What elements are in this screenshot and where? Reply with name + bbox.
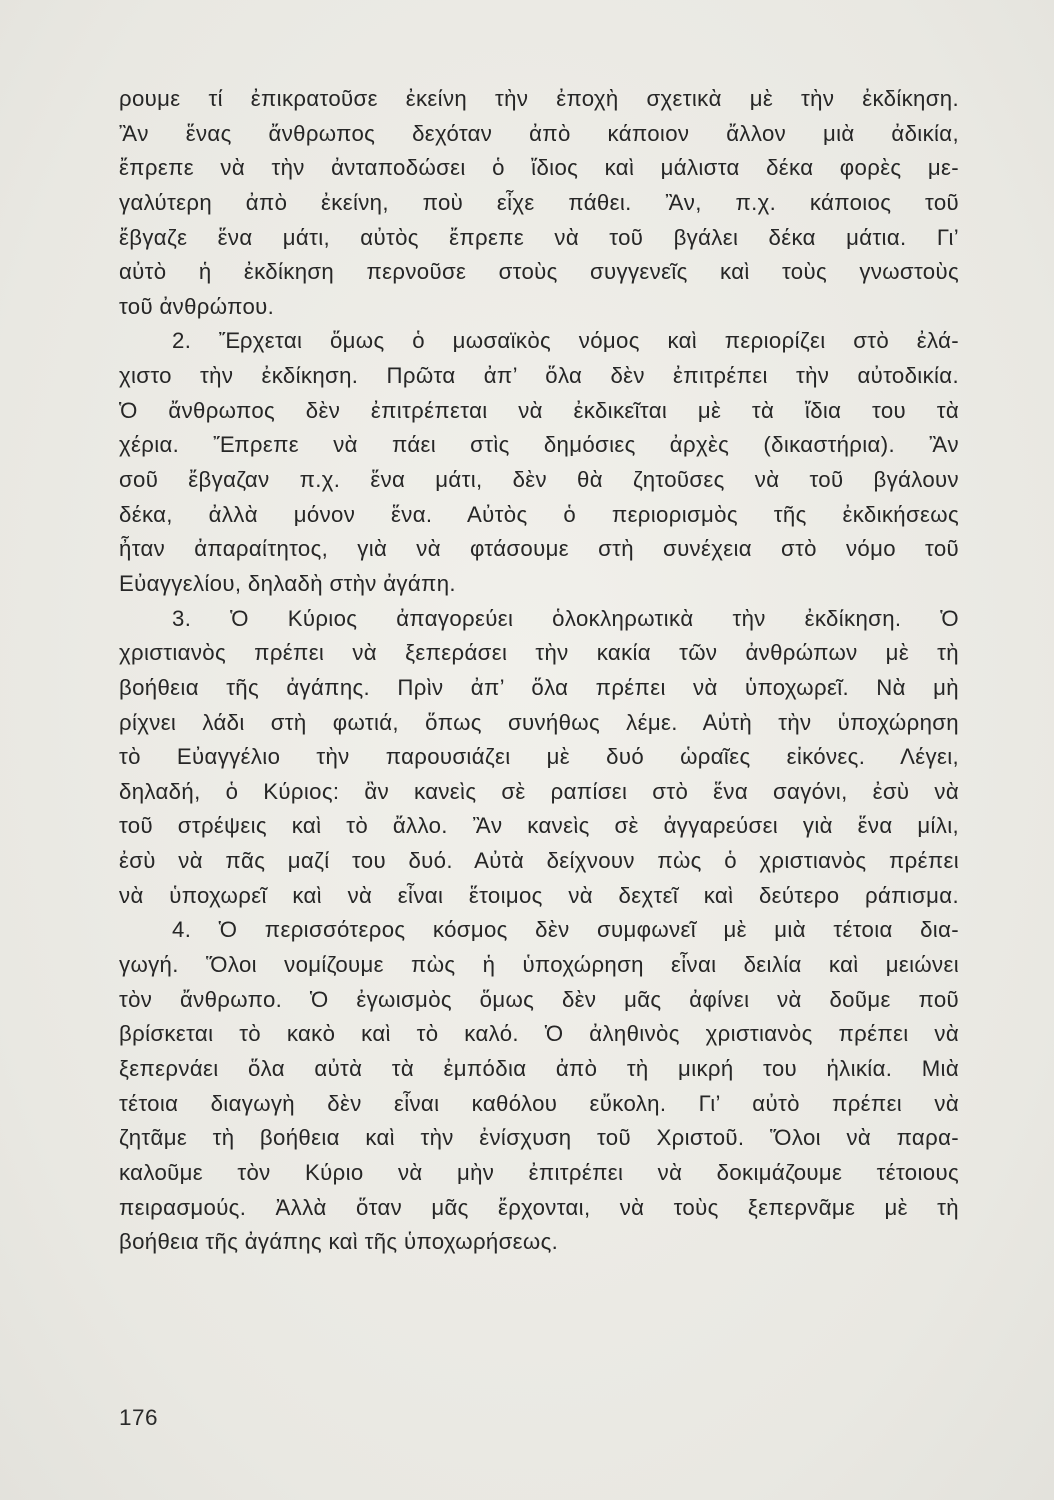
text-line: ἦταν ἀπαραίτητος, γιὰ νὰ φτάσουμε στὴ συνέχεια στὸ νόμο τοῦ xyxy=(119,536,959,562)
text-line: αὐτὸ ἡ ἐκδίκηση περνοῦσε στοὺς συγγενεῖς καὶ τοὺς γνωστοὺς xyxy=(119,259,959,285)
text-line: τοῦ στρέψεις καὶ τὸ ἄλλο. Ἂν κανεὶς σὲ ἀγγαρεύσει γιὰ ἕνα μίλι, xyxy=(119,813,959,839)
text-line: βοήθεια τῆς ἀγάπης καὶ τῆς ὑποχωρήσεως. xyxy=(119,1229,559,1255)
text-line: σοῦ ἔβγαζαν π.χ. ἕνα μάτι, δὲν θὰ ζητοῦσες νὰ τοῦ βγάλουν xyxy=(119,467,959,493)
text-line: δέκα, ἀλλὰ μόνον ἕνα. Αὐτὸς ὁ περιορισμὸς τῆς ἐκδικήσεως xyxy=(119,501,959,527)
text-line: Ἂν ἕνας ἄνθρωπος δεχόταν ἀπὸ κάποιον ἄλλον μιὰ ἀδικία, xyxy=(119,120,959,146)
text-line: ρίχνει λάδι στὴ φωτιά, ὅπως συνήθως λέμε. Αὐτὴ τὴν ὑποχώρηση xyxy=(119,709,959,735)
text-line: ἔπρεπε νὰ τὴν ἀνταποδώσει ὁ ἴδιος καὶ μάλιστα δέκα φορὲς με- xyxy=(119,155,959,181)
text-line: νὰ ὑποχωρεῖ καὶ νὰ εἶναι ἕτοιμος νὰ δεχτεῖ καὶ δεύτερο ράπισμα. xyxy=(119,882,959,908)
text-line: πειρασμούς. Ἀλλὰ ὅταν μᾶς ἔρχονται, νὰ τοὺς ξεπερνᾶμε μὲ τὴ xyxy=(119,1194,959,1220)
text-line: 3. Ὁ Κύριος ἀπαγορεύει ὁλοκληρωτικὰ τὴν ἐκδίκηση. Ὁ xyxy=(172,605,959,631)
text-line: τὸν ἄνθρωπο. Ὁ ἐγωισμὸς ὅμως δὲν μᾶς ἀφίνει νὰ δοῦμε ποῦ xyxy=(119,986,959,1012)
text-line: ρουμε τί ἐπικρατοῦσε ἐκείνη τὴν ἐποχὴ σχετικὰ μὲ τὴν ἐκδίκηση. xyxy=(119,86,959,111)
text-line: γωγή. Ὅλοι νομίζουμε πὼς ἡ ὑποχώρηση εἶναι δειλία καὶ μειώνει xyxy=(119,952,959,978)
text-line: τοῦ ἀνθρώπου. xyxy=(119,293,275,319)
text-line: ἐσὺ νὰ πᾶς μαζί του δυό. Αὐτὰ δείχνουν πὼς ὁ χριστιανὸς πρέπει xyxy=(119,848,959,874)
text-line: βρίσκεται τὸ κακὸ καὶ τὸ καλό. Ὁ ἀληθινὸς χριστιανὸς πρέπει νὰ xyxy=(119,1021,959,1047)
body-text xyxy=(119,82,959,1260)
text-line: 2. Ἔρχεται ὅμως ὁ μωσαϊκὸς νόμος καὶ περιορίζει στὸ ἐλά- xyxy=(172,328,959,354)
text-line: δηλαδή, ὁ Κύριος: ἂν κανεὶς σὲ ραπίσει στὸ ἕνα σαγόνι, ἐσὺ νὰ xyxy=(119,778,959,804)
text-line: ἔβγαζε ἕνα μάτι, αὐτὸς ἔπρεπε νὰ τοῦ βγάλει δέκα μάτια. Γι’ xyxy=(119,224,959,250)
text-line: ξεπερνάει ὅλα αὐτὰ τὰ ἐμπόδια ἀπὸ τὴ μικρή του ἡλικία. Μιὰ xyxy=(119,1055,959,1081)
page-number: 176 xyxy=(119,1405,159,1430)
text-line: 4. Ὁ περισσότερος κόσμος δὲν συμφωνεῖ μὲ μιὰ τέτοια δια- xyxy=(172,917,959,943)
text-line: χιστο τὴν ἐκδίκηση. Πρῶτα ἀπ’ ὅλα δὲν ἐπιτρέπει τὴν αὐτοδικία. xyxy=(119,363,959,389)
text-line: χριστιανὸς πρέπει νὰ ξεπεράσει τὴν κακία τῶν ἀνθρώπων μὲ τὴ xyxy=(119,640,959,666)
text-line: χέρια. Ἔπρεπε νὰ πάει στὶς δημόσιες ἀρχὲς (δικαστήρια). Ἂν xyxy=(119,432,959,458)
text-line: Ὁ ἄνθρωπος δὲν ἐπιτρέπεται νὰ ἐκδικεῖται μὲ τὰ ἴδια του τὰ xyxy=(119,397,959,423)
text-line: καλοῦμε τὸν Κύριο νὰ μὴν ἐπιτρέπει νὰ δοκιμάζουμε τέτοιους xyxy=(119,1159,959,1185)
text-line: βοήθεια τῆς ἀγάπης. Πρὶν ἀπ’ ὅλα πρέπει νὰ ὑποχωρεῖ. Νὰ μὴ xyxy=(119,674,959,700)
text-line: τὸ Εὐαγγέλιο τὴν παρουσιάζει μὲ δυό ὡραῖες εἰκόνες. Λέγει, xyxy=(119,744,959,770)
text-line: ζητᾶμε τὴ βοήθεια καὶ τὴν ἐνίσχυση τοῦ Χριστοῦ. Ὅλοι νὰ παρα- xyxy=(119,1125,959,1151)
text-line: γαλύτερη ἀπὸ ἐκείνη, ποὺ εἶχε πάθει. Ἂν, π.χ. κάποιος τοῦ xyxy=(119,189,959,215)
text-line: τέτοια διαγωγὴ δὲν εἶναι καθόλου εὔκολη. Γι’ αὐτὸ πρέπει νὰ xyxy=(119,1090,959,1116)
text-line: Εὐαγγελίου, δηλαδὴ στὴν ἀγάπη. xyxy=(119,570,456,596)
